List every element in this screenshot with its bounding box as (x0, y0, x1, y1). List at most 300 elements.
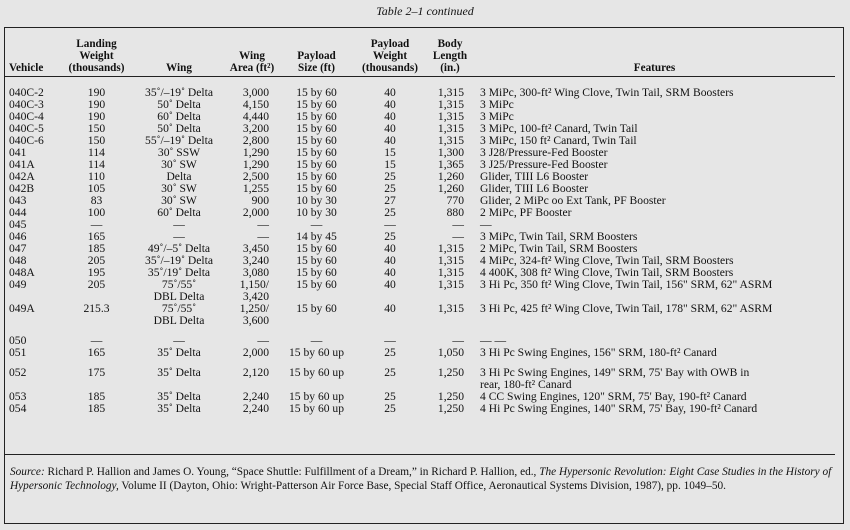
cell-wing-area-line: 1,255 (242, 182, 269, 195)
cell-wing-area (225, 231, 279, 243)
cell-wing (133, 111, 225, 123)
table-row (5, 335, 835, 347)
cell-payload-size (279, 135, 354, 147)
cell-payload-size-line: 15 by 60 (296, 158, 337, 171)
cell-features-line: 4 MiPc, 324-ft² Wing Clove, Twin Tail, SRM Boosters (480, 254, 734, 267)
cell-vehicle (5, 347, 60, 359)
cell-wing-area-line: 1,290 (242, 146, 269, 159)
table-row (5, 347, 835, 359)
cell-landing-weight-line: 175 (87, 366, 106, 379)
cell-landing-weight (60, 207, 133, 219)
cell-vehicle (5, 303, 60, 327)
cell-vehicle (5, 207, 60, 219)
cell-wing (133, 219, 225, 231)
cell-features-line: Glider, 2 MiPc oo Ext Tank, PF Booster (480, 194, 666, 207)
cell-vehicle (5, 171, 60, 183)
cell-features (474, 403, 835, 415)
cell-wing (133, 159, 225, 171)
cell-vehicle-line: 051 (9, 346, 27, 359)
cell-vehicle (5, 159, 60, 171)
vehicle-table (5, 34, 835, 415)
cell-landing-weight (60, 367, 133, 391)
cell-wing-line: 50˚ Delta (157, 98, 201, 111)
cell-wing-line: — (173, 218, 185, 231)
cell-body-length-line: 1,315 (437, 242, 464, 255)
cell-wing-line: 35˚ Delta (157, 390, 201, 403)
cell-payload-size-line: — (310, 218, 323, 231)
cell-vehicle-line (9, 379, 59, 391)
cell-features-line: 3 MiPc, 150 ft² Canard, Twin Tail (480, 134, 637, 147)
table-row (5, 99, 835, 111)
cell-payload-weight (354, 303, 426, 327)
cell-features-line: 4 Hi Pc Swing Engines, 140" SRM, 75' Bay, 190-ft² Canard (480, 402, 758, 415)
cell-landing-weight (60, 267, 133, 279)
cell-payload-weight (354, 255, 426, 267)
cell-landing-weight (60, 123, 133, 135)
cell-payload-size (279, 231, 354, 243)
table-row (5, 367, 835, 391)
cell-payload-weight (354, 195, 426, 207)
cell-wing-area-line: — (257, 230, 269, 243)
cell-body-length-line: 1,315 (437, 122, 464, 135)
cell-landing-weight (60, 135, 133, 147)
table-row (5, 159, 835, 171)
cell-landing-weight-line: 110 (88, 170, 105, 183)
cell-landing-weight-line: 185 (87, 402, 106, 415)
cell-features-line: 3 J28/Pressure-Fed Booster (480, 146, 608, 159)
cell-payload-size-line: 15 by 60 (296, 266, 337, 279)
cell-wing-area (225, 335, 279, 347)
cell-wing-area-line: 4,150 (242, 98, 269, 111)
cell-payload-weight-line: 40 (384, 110, 396, 123)
cell-landing-weight-line (61, 315, 132, 327)
cell-features (474, 76, 835, 99)
cell-vehicle-line: 047 (9, 242, 27, 255)
cell-landing-weight (60, 219, 133, 231)
cell-landing-weight (60, 279, 133, 303)
cell-payload-size (279, 76, 354, 99)
cell-payload-weight-line: 25 (384, 230, 396, 243)
cell-body-length (426, 135, 474, 147)
cell-body-length (426, 347, 474, 359)
cell-features (474, 219, 835, 231)
cell-vehicle-line: 041 (9, 146, 27, 159)
cell-wing (133, 335, 225, 347)
cell-landing-weight (60, 195, 133, 207)
cell-landing-weight-line (61, 379, 132, 391)
cell-body-length-line: 1,315 (437, 254, 464, 267)
cell-features (474, 99, 835, 111)
cell-payload-weight (354, 335, 426, 347)
cell-payload-size-line: 15 by 60 (296, 146, 337, 159)
cell-wing (133, 183, 225, 195)
cell-wing-area (225, 183, 279, 195)
cell-wing-area (225, 279, 279, 303)
cell-wing-area-line: 2,500 (242, 170, 269, 183)
cell-payload-weight (354, 219, 426, 231)
cell-wing (133, 76, 225, 99)
cell-wing-line: 35˚ Delta (157, 402, 201, 415)
cell-features-line: 3 MiPc, 300-ft² Wing Clove, Twin Tail, SRM Boosters (480, 85, 734, 99)
cell-wing (133, 147, 225, 159)
cell-wing (133, 303, 225, 327)
cell-wing (133, 123, 225, 135)
cell-features-line: Glider, TIII L6 Booster (480, 170, 589, 183)
source-note (10, 466, 835, 493)
row-spacer (5, 327, 835, 335)
cell-landing-weight-line: 165 (87, 230, 106, 243)
cell-wing-area (225, 171, 279, 183)
cell-wing-area-line: 2,240 (242, 402, 269, 415)
cell-wing-line: 35˚ Delta (157, 366, 201, 379)
cell-body-length (426, 195, 474, 207)
cell-wing-area (225, 76, 279, 99)
cell-payload-size-line: 15 by 60 (296, 134, 337, 147)
cell-vehicle-line: 040C-5 (9, 122, 44, 135)
cell-payload-weight-line: — (384, 218, 396, 231)
cell-payload-weight-line (355, 315, 425, 327)
cell-vehicle-line: 042B (9, 182, 35, 195)
cell-body-length (426, 147, 474, 159)
source-text-2: Volume II (Dayton, Ohio: Wright-Patterson Air Force Base, Special Staff Office, Aeronautical Systems Division, 1987), pp. 1049–50. (118, 479, 726, 492)
cell-wing-line: 75˚/55˚ (161, 302, 197, 315)
cell-body-length (426, 243, 474, 255)
cell-payload-weight-line (355, 291, 425, 303)
cell-body-length-line: 1,260 (437, 170, 464, 183)
cell-body-length-line: 1,315 (437, 98, 464, 111)
cell-body-length-line: 1,250 (437, 402, 464, 415)
cell-payload-weight-line: 25 (384, 366, 396, 379)
cell-payload-size-line: — (310, 334, 323, 347)
cell-wing-area (225, 195, 279, 207)
cell-features (474, 159, 835, 171)
cell-landing-weight-line: 150 (87, 122, 106, 135)
cell-payload-size (279, 123, 354, 135)
cell-wing-line: DBL Delta (153, 289, 205, 303)
cell-payload-weight-line: 25 (384, 206, 396, 219)
cell-vehicle-line: 040C-2 (9, 85, 44, 99)
cell-vehicle-line: 054 (9, 402, 27, 415)
cell-vehicle-line: 049A (9, 302, 35, 315)
table-row (5, 391, 835, 403)
cell-landing-weight (60, 159, 133, 171)
cell-vehicle (5, 267, 60, 279)
cell-features (474, 255, 835, 267)
cell-body-length (426, 159, 474, 171)
cell-features-line: Glider, TIII L6 Booster (480, 182, 589, 195)
cell-features (474, 231, 835, 243)
cell-body-length (426, 303, 474, 327)
table-row (5, 403, 835, 415)
cell-wing-area (225, 99, 279, 111)
cell-vehicle (5, 367, 60, 391)
cell-wing-area-line: 3,420 (242, 289, 269, 303)
cell-payload-size-line (280, 379, 353, 391)
cell-wing-line: DBL Delta (153, 313, 205, 327)
cell-payload-size-line: 15 by 60 (296, 242, 337, 255)
cell-vehicle-line: 049 (9, 278, 27, 291)
cell-wing-area-line: 3,450 (242, 242, 269, 255)
table-row (5, 111, 835, 123)
cell-vehicle (5, 195, 60, 207)
cell-body-length (426, 391, 474, 403)
cell-payload-size-line (280, 291, 353, 303)
cell-body-length (426, 123, 474, 135)
cell-vehicle-line: 040C-6 (9, 134, 44, 147)
cell-payload-weight (354, 171, 426, 183)
cell-payload-weight-line: 25 (384, 402, 396, 415)
cell-landing-weight-line: 100 (87, 206, 106, 219)
cell-body-length-line: — (452, 218, 464, 231)
cell-vehicle-line: 043 (9, 194, 27, 207)
cell-payload-weight (354, 111, 426, 123)
cell-payload-size-line: 15 by 60 (296, 182, 337, 195)
cell-body-length (426, 99, 474, 111)
cell-body-length-line: 1,250 (437, 390, 464, 403)
cell-body-length (426, 207, 474, 219)
cell-wing (133, 195, 225, 207)
cell-body-length (426, 76, 474, 99)
cell-landing-weight (60, 231, 133, 243)
cell-vehicle (5, 183, 60, 195)
cell-payload-size (279, 391, 354, 403)
cell-body-length-line: 1,250 (437, 366, 464, 379)
cell-vehicle-line: 052 (9, 366, 27, 379)
cell-wing-area-line: 3,000 (242, 85, 269, 99)
cell-wing-area (225, 267, 279, 279)
cell-payload-weight-line: 27 (384, 194, 396, 207)
cell-body-length-line: — (452, 334, 464, 347)
cell-vehicle (5, 219, 60, 231)
cell-landing-weight-line (61, 291, 132, 303)
cell-wing-line: 35˚ Delta (157, 346, 201, 359)
cell-wing-line: — (173, 230, 185, 243)
cell-payload-weight (354, 243, 426, 255)
cell-landing-weight (60, 76, 133, 99)
cell-vehicle (5, 391, 60, 403)
cell-payload-size-line: 15 by 60 (296, 278, 337, 291)
cell-vehicle (5, 403, 60, 415)
cell-wing (133, 367, 225, 391)
cell-payload-size-line (280, 315, 353, 327)
cell-wing (133, 255, 225, 267)
cell-landing-weight-line: 83 (90, 194, 103, 207)
cell-wing (133, 171, 225, 183)
cell-payload-weight (354, 135, 426, 147)
cell-body-length (426, 219, 474, 231)
cell-features-line: 3 J25/Pressure-Fed Booster (480, 158, 608, 171)
cell-landing-weight (60, 243, 133, 255)
cell-features (474, 123, 835, 135)
cell-wing-area-line: 3,080 (242, 266, 269, 279)
cell-payload-weight (354, 99, 426, 111)
cell-wing-line: 35˚/–19˚ Delta (145, 85, 213, 99)
cell-payload-size (279, 195, 354, 207)
header-body-length: Body Length (in.) (426, 34, 474, 76)
cell-payload-size-line: 15 by 60 (296, 302, 337, 315)
cell-payload-size (279, 303, 354, 327)
cell-landing-weight-line: 114 (88, 158, 105, 171)
cell-wing-area-line: 2,800 (242, 134, 269, 147)
cell-body-length-line (427, 315, 464, 327)
cell-payload-size-line: 15 by 60 (296, 170, 337, 183)
spacer-cell (5, 327, 835, 335)
cell-payload-weight-line: 25 (384, 182, 396, 195)
cell-payload-size-line: 15 by 60 up (288, 366, 345, 379)
cell-payload-size (279, 243, 354, 255)
cell-features-line: 3 Hi Pc Swing Engines, 156" SRM, 180-ft² Canard (480, 346, 717, 359)
cell-payload-size (279, 335, 354, 347)
cell-payload-weight-line: 40 (384, 242, 396, 255)
cell-wing-line: 50˚ Delta (157, 122, 201, 135)
cell-body-length (426, 335, 474, 347)
cell-payload-weight (354, 147, 426, 159)
cell-payload-size (279, 111, 354, 123)
cell-landing-weight-line: 105 (87, 182, 106, 195)
cell-wing-area-line: 1,290 (242, 158, 269, 171)
cell-payload-size (279, 347, 354, 359)
cell-payload-size-line: 10 by 30 (296, 206, 337, 219)
cell-vehicle-line: 042A (9, 170, 35, 183)
cell-payload-weight (354, 347, 426, 359)
cell-features (474, 303, 835, 327)
header-payload-weight: Payload Weight (thousands) (354, 34, 426, 76)
cell-payload-weight (354, 279, 426, 303)
cell-landing-weight-line: 165 (87, 346, 106, 359)
cell-wing-area-line: 1,150/ (239, 278, 269, 291)
cell-payload-weight (354, 159, 426, 171)
spacer-cell (5, 359, 835, 367)
cell-wing (133, 243, 225, 255)
source-publication: The Hypersonic Revolution: Eight Case Studies in the History of Hypersonic Technology, (10, 466, 832, 492)
cell-features (474, 279, 835, 303)
cell-wing-line: 75˚/55˚ (161, 278, 197, 291)
cell-body-length-line: 1,300 (437, 146, 464, 159)
cell-vehicle (5, 279, 60, 303)
cell-vehicle (5, 99, 60, 111)
cell-payload-size-line: 15 by 60 up (288, 402, 345, 415)
cell-landing-weight-line: — (90, 218, 103, 231)
cell-wing-area-line: 2,000 (242, 206, 269, 219)
cell-payload-weight-line: 15 (384, 158, 396, 171)
cell-landing-weight-line: 114 (88, 146, 105, 159)
cell-features (474, 367, 835, 391)
table-row (5, 243, 835, 255)
table-caption: Table 2–1 continued (376, 4, 474, 18)
cell-vehicle (5, 111, 60, 123)
header-vehicle: Vehicle (5, 34, 60, 76)
table-row (5, 183, 835, 195)
cell-landing-weight-line: 190 (87, 85, 106, 99)
table-row (5, 231, 835, 243)
cell-payload-size (279, 367, 354, 391)
table-row (5, 76, 835, 99)
cell-features-line: 3 MiPc, 100-ft² Canard, Twin Tail (480, 122, 638, 135)
cell-wing-area-line: — (257, 334, 269, 347)
cell-vehicle (5, 231, 60, 243)
cell-wing-area (225, 303, 279, 327)
cell-body-length (426, 367, 474, 391)
cell-payload-weight-line: 25 (384, 346, 396, 359)
cell-wing-line: 60˚ Delta (157, 206, 201, 219)
cell-body-length (426, 183, 474, 195)
table-row (5, 267, 835, 279)
cell-wing-area-line: 2,240 (242, 390, 269, 403)
cell-payload-size-line: 15 by 60 (296, 110, 337, 123)
cell-payload-weight (354, 183, 426, 195)
cell-wing-line: 55˚/–19˚ Delta (145, 134, 213, 147)
cell-features (474, 183, 835, 195)
cell-vehicle-line: 046 (9, 230, 27, 243)
cell-body-length (426, 267, 474, 279)
cell-wing-line (134, 379, 224, 391)
cell-payload-size (279, 219, 354, 231)
cell-wing-area (225, 123, 279, 135)
cell-features (474, 243, 835, 255)
cell-features (474, 135, 835, 147)
cell-features-line: 4 CC Swing Engines, 120" SRM, 75' Bay, 190-ft² Canard (480, 390, 747, 403)
cell-wing-area-line: 4,440 (242, 110, 269, 123)
cell-payload-weight-line: 25 (384, 390, 396, 403)
cell-body-length-line: 1,315 (437, 266, 464, 279)
cell-body-length (426, 255, 474, 267)
cell-landing-weight (60, 111, 133, 123)
cell-payload-weight (354, 367, 426, 391)
header-features: Features (474, 34, 835, 76)
cell-vehicle (5, 76, 60, 99)
cell-vehicle (5, 335, 60, 347)
cell-body-length-line: 1,260 (437, 182, 464, 195)
cell-wing-line: 35˚/–19˚ Delta (145, 254, 213, 267)
cell-wing-line: 30˚ SW (161, 158, 197, 171)
cell-payload-size-line: 14 by 45 (296, 230, 337, 243)
cell-features-line: 3 Hi Pc, 425 ft² Wing Clove, Twin Tail, 178" SRM, 62" ASRM (480, 302, 773, 315)
cell-payload-weight (354, 207, 426, 219)
cell-payload-size-line: 15 by 60 (296, 254, 337, 267)
table-row (5, 195, 835, 207)
bottom-rule (5, 454, 835, 455)
table-row (5, 207, 835, 219)
cell-landing-weight (60, 99, 133, 111)
cell-vehicle (5, 243, 60, 255)
cell-vehicle-line: 053 (9, 390, 27, 403)
cell-features (474, 207, 835, 219)
cell-wing (133, 207, 225, 219)
cell-features-line: 2 MiPc, PF Booster (480, 206, 572, 219)
cell-vehicle-line (9, 291, 59, 303)
cell-wing-line: 35˚/19˚ Delta (147, 266, 211, 279)
cell-landing-weight-line: 195 (87, 266, 106, 279)
cell-wing-area (225, 243, 279, 255)
cell-wing-area-line (226, 379, 269, 391)
cell-payload-size (279, 183, 354, 195)
cell-wing-area-line: 3,600 (242, 313, 269, 327)
cell-wing-area-line: 2,120 (242, 366, 269, 379)
table-row (5, 303, 835, 327)
cell-body-length-line: 1,315 (437, 302, 464, 315)
cell-landing-weight-line: 215.3 (83, 302, 110, 315)
cell-body-length-line: 1,365 (437, 158, 464, 171)
cell-payload-size (279, 159, 354, 171)
cell-features (474, 391, 835, 403)
cell-payload-size-line: 15 by 60 (296, 85, 337, 99)
table-row (5, 135, 835, 147)
cell-landing-weight-line: 185 (87, 242, 106, 255)
cell-wing (133, 135, 225, 147)
table-row (5, 171, 835, 183)
cell-vehicle-line: 041A (9, 158, 35, 171)
cell-body-length-line: 1,315 (437, 134, 464, 147)
